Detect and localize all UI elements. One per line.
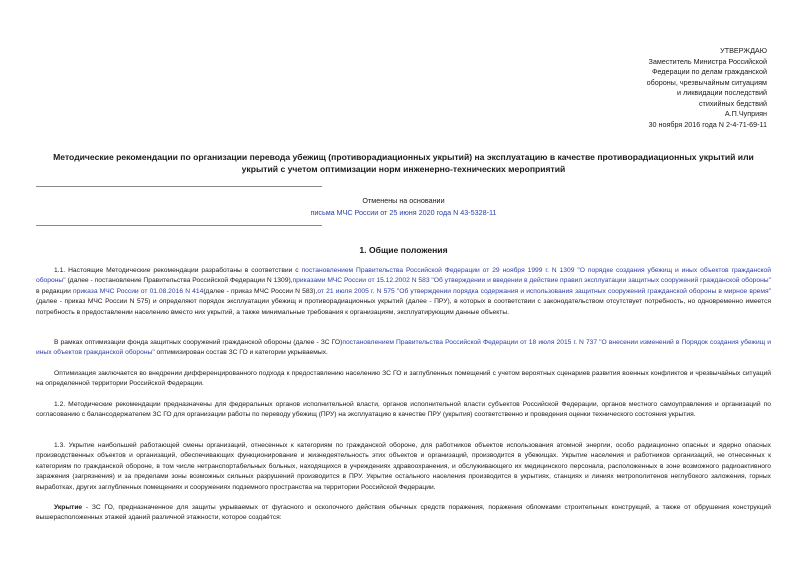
link-order-583[interactable]: приказами МЧС России от 15.12.2002 N 583 "Об утверждении и введении в действие правил эксплуатации защитных сооружений гражданской обороны" [292, 277, 771, 285]
text-run: (далее - приказ МЧС России N 583), [203, 287, 318, 295]
text-run: (далее - постановление Правительства Российской Федерации N 1309), [65, 277, 293, 285]
link-order-575[interactable]: от 21 июля 2005 г. N 575 "Об утверждении порядка содержания и использования защитных сооружений гражданской обороны в мирное время" [317, 287, 771, 295]
cancellation-note: Отменены на основании [362, 196, 445, 205]
cancellation-link[interactable]: письма МЧС России от 25 июня 2020 года N 43-5328-11 [310, 208, 497, 217]
approval-line: стихийных бедствий [698, 98, 767, 108]
text-run: (далее - приказ МЧС России N 575) и определяют порядок эксплуатации убежищ и противорадиационных укрытий (далее - ПРУ), в которых в соответствии с законодательством отсутствует потребность, но одновременно имеется потребность в предоставлении населению вместо них укрытий, а также минимальные требования к организациям, эксплуатирующим данные объекты. [36, 298, 771, 316]
text-run: В рамках оптимизации фонда защитных сооружений гражданской обороны (далее - ЗС ГО) [54, 339, 343, 346]
text-run: 1.3. Укрытие наибольшей работающей смены организаций, отнесенных к категориям по гражданской обороне, для работников объектов использования атомной энергии, особо радиационно опасных и ядерно опасных производственных объектов и организаций, обеспечивающих функционирование и жизнедеятельность этих объектов и организаций, производится в убежищах. Укрытие населения и работников организаций, не отнесенных к категориям по гражданской обороне, в том числе нетранспортабельных больных, находящихся в учреждениях здравоохранения, и обслуживающего их медицинского персонала, расположенных в зоне возможного радиоактивного заражения (загрязнения) и за пределами зоны возможных сильных разрушений производится в ПРУ. Укрытие остального населения производится в укрытиях, станциях и линиях метрополитенов неглубокого заложения, горных выработках, других заглубленных помещениях и сооружениях подземного пространства на территории Российской Федерации. [36, 442, 771, 491]
paragraph-optimization-scope [36, 338, 771, 359]
link-order-414[interactable]: приказа МЧС России от 01.08.2016 N 414 [72, 287, 204, 295]
section-title: 1. Общие положения [359, 245, 448, 255]
cancellation-link-line [36, 208, 771, 219]
approval-line: Заместитель Министра Российской [648, 56, 767, 66]
paragraph-1-2 [36, 400, 771, 421]
approval-line: А.П.Чуприян [724, 109, 767, 118]
text-run: 1.2. Методические рекомендации предназначены для федеральных органов исполнительной власти, органов исполнительной власти субъектов Российской Федерации, органов местного самоуправления и организаций по согласованию с балансодержателем ЗС ГО для организации работы по переводу убежищ (ПРУ) на эксплуатацию в качестве ПРУ (укрытия) соответственно и проведения оценки технического состояния укрытия. [36, 401, 771, 419]
approval-line: обороны, чрезвычайным ситуациям [646, 77, 767, 87]
text-run: Оптимизация заключается во внедрении дифференцированного подхода к предоставлению населению ЗС ГО и заглубленных помещений с учетом вероятных сценариев развития военных конфликтов и чрезвычайных ситуаций на определенной территории Российской Федерации. [36, 370, 771, 388]
paragraph-optimization [36, 369, 771, 390]
text-run: оптимизирован состав ЗС ГО и категории укрываемых. [154, 349, 328, 357]
paragraph-1-3 [36, 441, 771, 493]
approval-line: УТВЕРЖДАЮ [720, 46, 767, 55]
approval-block [647, 46, 767, 130]
paragraph-1-1 [36, 266, 771, 318]
approval-line: Федерации по делам гражданской [651, 67, 767, 76]
text-run: в редакции [36, 287, 73, 295]
divider-bottom [36, 225, 322, 226]
term-shelter: Укрытие [54, 504, 83, 511]
link-decree-1309[interactable]: постановлением Правительства Российской Федерации от 29 ноября 1999 г. N 1309 "О порядке создания убежищ и иных объектов гражданской обороны" [36, 267, 771, 285]
text-run: 1.1. Настоящие Методические рекомендации разработаны в соответствии с [54, 267, 302, 274]
approval-line: и ликвидации последствий [677, 88, 767, 97]
text-run: - ЗС ГО, предназначенное для защиты укрываемых от фугасного и осколочного действия обычных средств поражения, поражения обломками строительных конструкций, а также от обрушения конструкций вышерасположенных этажей зданий различной этажности, которое создаётся: [36, 504, 771, 522]
paragraph-shelter-definition [36, 503, 771, 524]
link-decree-737[interactable]: постановлением Правительства Российской Федерации от 18 июля 2015 г. N 737 "О внесении изменений в Порядок создания убежищ и иных объектов гражданской обороны" [36, 339, 771, 357]
document-title: Методические рекомендации по организации перевода убежищ (противорадиационных укрытий) на эксплуатацию в качестве противорадиационных укрытий или укрытий с учетом оптимизации норм инженерно-технических мероприятий [53, 152, 754, 174]
approval-line: 30 ноября 2016 года N 2-4-71-69-11 [648, 119, 767, 129]
divider-top [36, 186, 322, 187]
